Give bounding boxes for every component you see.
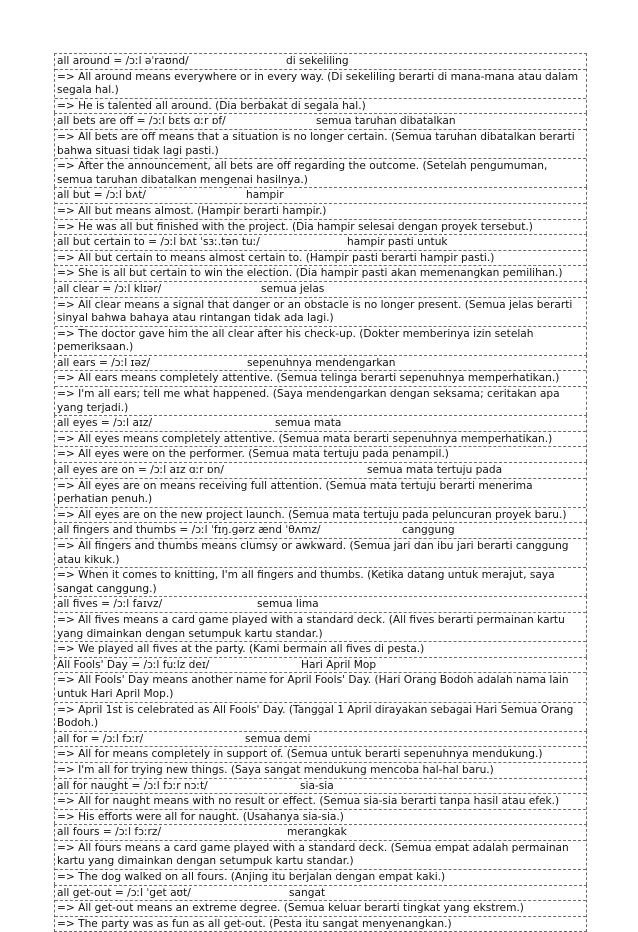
entry-term: all for = /ɔːl fɔːr/	[57, 732, 144, 745]
entry-heading	[55, 886, 586, 901]
entry-meaning: sepenuhnya mendengarkan	[247, 356, 396, 369]
entry-example-line: => She is all but certain to win the election. (Dia hampir pasti akan memenangkan pemilihan.)	[55, 265, 586, 281]
entry-heading	[55, 54, 586, 69]
entry-example-line: => All eyes are on the new project launch. (Semua mata tertuju pada peluncuran proyek baru.)	[55, 507, 586, 523]
entry-meaning: di sekeliling	[286, 55, 349, 67]
entry-heading	[55, 416, 586, 431]
entry-heading	[55, 825, 586, 840]
entry-heading	[55, 114, 586, 129]
entry-meaning: semua taruhan dibatalkan	[316, 115, 456, 128]
entry-meaning: semua mata tertuju pada	[367, 464, 503, 477]
entry-example-line: => All eyes means completely attentive. (Semua mata berarti sepenuhnya memperhatikan.)	[55, 431, 586, 447]
glossary-sheet	[54, 53, 587, 932]
entry-example-line: => I'm all ears; tell me what happened. (Saya mendengarkan dengan seksama; ceritakan apa yang terjadi.)	[55, 386, 586, 415]
glossary-entry	[54, 187, 587, 234]
entry-example-line: => All eyes were on the performer. (Semua mata tertuju pada penampil.)	[55, 446, 586, 462]
entry-term: all but = /ɔːl bʌt/	[57, 189, 146, 202]
entry-term: all fours = /ɔːl fɔːrz/	[57, 826, 162, 839]
entry-example-line: => April 1st is celebrated as All Fools' Day. (Tanggal 1 April dirayakan sebagai Hari Semua Orang Bodoh.)	[55, 702, 586, 731]
entry-heading	[55, 235, 586, 250]
entry-meaning: semua demi	[245, 732, 311, 745]
entry-heading	[55, 658, 586, 673]
entry-meaning: merangkak	[287, 826, 347, 839]
entry-example-line: => All fingers and thumbs means clumsy or awkward. (Semua jari dan ibu jari berarti canggung atau kikuk.)	[55, 538, 586, 567]
glossary-entry	[54, 113, 587, 187]
entry-heading	[55, 188, 586, 203]
entry-term: All Fools' Day = /ɔːl fuːlz deɪ/	[57, 658, 210, 671]
glossary-entry	[54, 53, 587, 113]
glossary-entry	[54, 355, 587, 415]
entry-example-line: => All around means everywhere or in every way. (Di sekeliling berarti di mana-mana atau dalam segala hal.)	[55, 69, 586, 98]
glossary-entry	[54, 522, 587, 596]
glossary-entry	[54, 885, 587, 932]
glossary-entry	[54, 778, 587, 825]
entry-meaning: hampir pasti untuk	[347, 236, 448, 249]
entry-example-line: => All for means completely in support of. (Semua untuk berarti sepenuhnya mendukung.)	[55, 746, 586, 762]
entry-example-line: => All but means almost. (Hampir berarti hampir.)	[55, 203, 586, 219]
entry-meaning: hampir	[246, 189, 284, 202]
entry-example-line: => When it comes to knitting, I'm all fingers and thumbs. (Ketika datang untuk merajut, saya sangat canggung.)	[55, 567, 586, 596]
glossary-entry	[54, 234, 587, 281]
entry-term: all eyes are on = /ɔːl aɪz ɑːr ɒn/	[57, 464, 224, 477]
entry-heading	[55, 356, 586, 371]
entry-meaning: semua mata	[275, 417, 342, 430]
entry-example-line: => We played all fives at the party. (Kami bermain all fives di pesta.)	[55, 641, 586, 657]
entry-example-line: => All ears means completely attentive. (Semua telinga berarti sepenuhnya memperhatikan.)	[55, 370, 586, 386]
glossary-entry	[54, 824, 587, 884]
entry-example-line: => After the announcement, all bets are off regarding the outcome. (Setelah pengumuman, semua taruhan dibatalkan mengenai hasilnya.)	[55, 158, 586, 187]
entry-term: all fives = /ɔːl faɪvz/	[57, 598, 163, 611]
entry-heading	[55, 779, 586, 794]
entry-example-line: => All clear means a signal that danger or an obstacle is no longer present. (Semua jelas berarti sinyal bahwa bahaya atau rintangan tidak ada lagi.)	[55, 297, 586, 326]
entry-example-line: => All bets are off means that a situation is no longer certain. (Semua taruhan dibatalkan berarti bahwa situasi tidak lagi pasti.)	[55, 129, 586, 158]
glossary-entry	[54, 596, 587, 656]
entry-term: all for naught = /ɔːl fɔːr nɔːt/	[57, 779, 208, 792]
entry-meaning: sia-sia	[300, 779, 334, 792]
entry-example-line: => He was all but finished with the project. (Dia hampir selesai dengan proyek tersebut.)	[55, 219, 586, 235]
entry-example-line: => All fives means a card game played with a standard deck. (All fives berarti permainan kartu yang dimainkan dengan setumpuk kartu standar.)	[55, 612, 586, 641]
glossary-entry	[54, 657, 587, 731]
entry-example-line: => All get-out means an extreme degree. (Semua keluar berarti tingkat yang ekstrem.)	[55, 900, 586, 916]
glossary-entry	[54, 415, 587, 462]
entry-term: all get-out = /ɔːl ˈɡet aʊt/	[57, 886, 191, 899]
entry-meaning: canggung	[402, 524, 455, 537]
entry-example-line: => His efforts were all for naught. (Usahanya sia-sia.)	[55, 809, 586, 825]
entry-meaning: semua lima	[257, 598, 319, 611]
entry-heading	[55, 282, 586, 297]
entry-example-line: => The doctor gave him the all clear after his check-up. (Dokter memberinya izin setelah pemeriksaan.)	[55, 326, 586, 355]
entry-term: all but certain to = /ɔːl bʌt ˈsɜː.tən tuː/	[57, 236, 260, 249]
entry-example-line: => He is talented all around. (Dia berbakat di segala hal.)	[55, 98, 586, 114]
entry-example-line: => I'm all for trying new things. (Saya sangat mendukung mencoba hal-hal baru.)	[55, 762, 586, 778]
entry-example-line: => All but certain to means almost certain to. (Hampir pasti berarti hampir pasti.)	[55, 250, 586, 266]
entry-heading	[55, 597, 586, 612]
entry-term: all ears = /ɔːl ɪəz/	[57, 356, 151, 369]
entry-example-line: => All for naught means with no result or effect. (Semua sia-sia berarti tanpa hasil atau efek.)	[55, 793, 586, 809]
entry-example-line: => All eyes are on means receiving full attention. (Semua mata tertuju berarti menerima perhatian penuh.)	[55, 478, 586, 507]
entry-heading	[55, 463, 586, 478]
glossary-entry	[54, 462, 587, 522]
entry-heading	[55, 523, 586, 538]
entry-meaning: sangat	[289, 886, 326, 899]
entry-example-line: => All Fools' Day means another name for April Fools' Day. (Hari Orang Bodoh adalah nama lain untuk Hari April Mop.)	[55, 672, 586, 701]
entry-term: all fingers and thumbs = /ɔːl ˈfɪŋ.ɡərz ænd ˈθʌmz/	[57, 524, 321, 537]
entry-term: all bets are off = /ɔːl bɛts ɑːr ɒf/	[57, 115, 226, 128]
glossary-entry	[54, 731, 587, 778]
entry-term: all clear = /ɔːl klɪər/	[57, 282, 162, 295]
entry-example-line: => All fours means a card game played with a standard deck. (Semua empat adalah permainan kartu yang dimainkan dengan setumpuk kartu standar.)	[55, 840, 586, 869]
glossary-entry	[54, 281, 587, 355]
entry-example-line: => The party was as fun as all get-out. (Pesta itu sangat menyenangkan.)	[55, 916, 586, 932]
entry-heading	[55, 732, 586, 747]
entry-term: all around = /ɔːl əˈraʊnd/	[57, 55, 189, 67]
entry-example-line: => The dog walked on all fours. (Anjing itu berjalan dengan empat kaki.)	[55, 869, 586, 885]
entry-meaning: semua jelas	[261, 282, 325, 295]
entry-term: all eyes = /ɔːl aɪz/	[57, 417, 153, 430]
entry-meaning: Hari April Mop	[301, 658, 377, 671]
